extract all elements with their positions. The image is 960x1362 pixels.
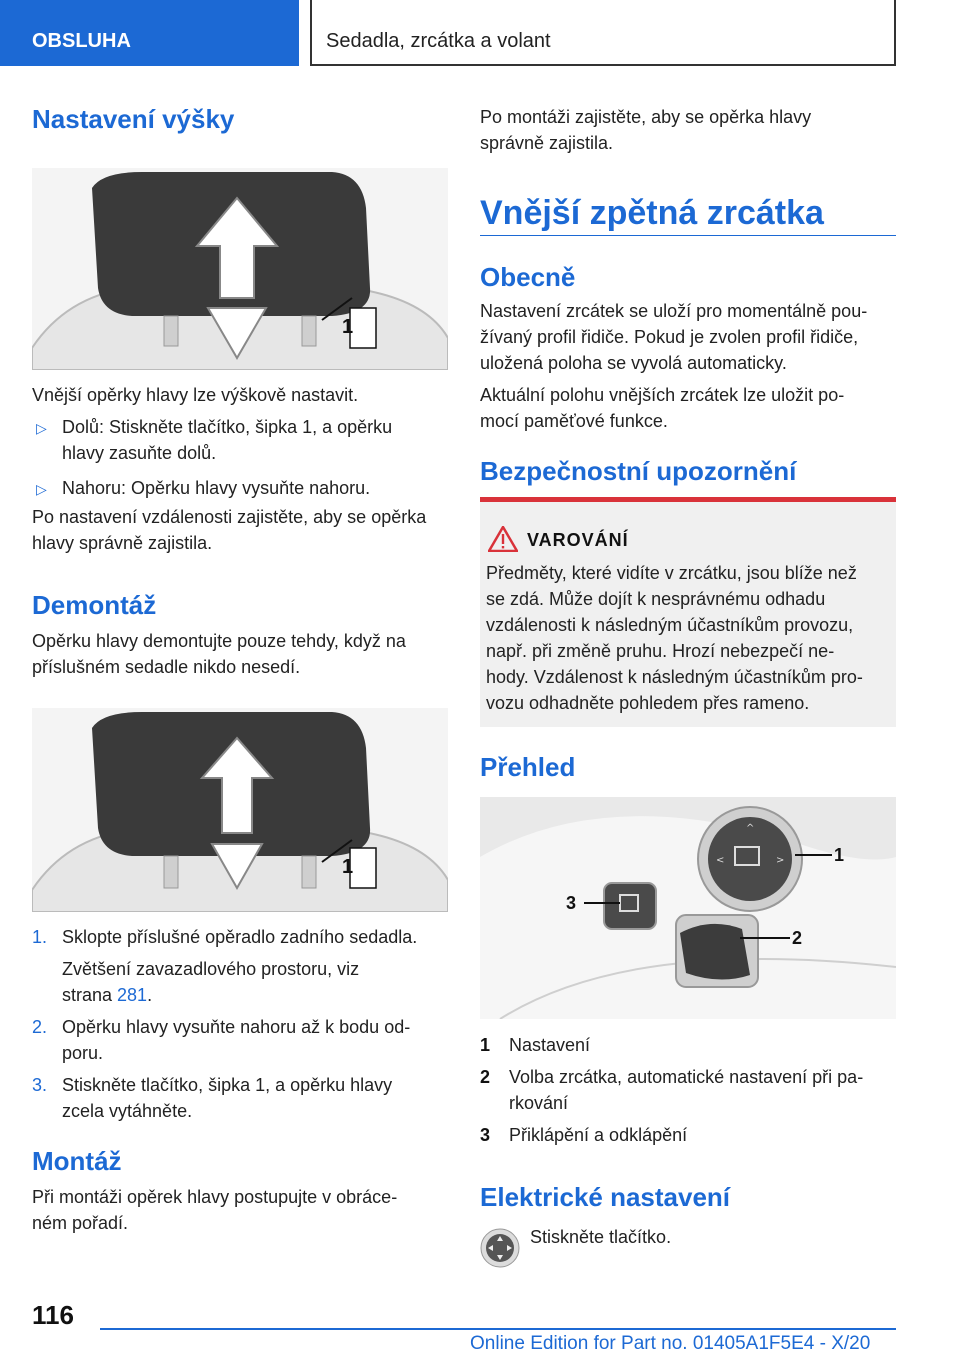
warning-line5: hody. Vzdálenost k následným účastníkům pro- [486, 667, 863, 687]
legend-2-line2: rkování [509, 1093, 569, 1113]
warning-triangle-icon [488, 526, 518, 552]
heading-vnejsi-zrcatka: Vnější zpětná zrcátka [480, 194, 824, 232]
legend-number: 3 [480, 1125, 491, 1145]
step-2-line1: Opěrku hlavy vysuňte nahoru až k bodu od- [62, 1017, 411, 1037]
bullet-up: Nahoru: Opěrku hlavy vysuňte nahoru. [62, 478, 371, 498]
footer-edition: Online Edition for Part no. 01405A1F5E4 - X/20 [470, 1333, 871, 1354]
warning-line6: vozu odhadněte pohledem přes rameno. [486, 693, 810, 713]
figure-label-2: 2 [792, 928, 803, 948]
paragraph-obecne-line1: Nastavení zrcátek se uloží pro momentálně pou- [480, 301, 868, 321]
warning-line2: se zdá. Může dojít k nesprávnému odhadu [486, 589, 826, 609]
step-number: 2. [32, 1017, 48, 1037]
warning-line1: Předměty, které vidíte v zrcátku, jsou blíže než [486, 563, 857, 583]
step-1-sub-prefix: strana [62, 985, 118, 1005]
headrest-illustration-2 [32, 708, 448, 912]
heading-nastaveni-vysky: Nastavení výšky [32, 104, 235, 134]
paragraph-montaz-line2: ném pořadí. [32, 1213, 129, 1233]
svg-text:>: > [776, 855, 785, 866]
paragraph-top-line1: Po montáži zajistěte, aby se opěrka hlavy [480, 107, 812, 127]
heading-bezpecnost: Bezpečnostní upozornění [480, 456, 797, 486]
footer-rule [100, 1328, 896, 1330]
paragraph-demontaz-line1: Opěrku hlavy demontujte pouze tehdy, když na [32, 631, 406, 651]
bullet-marker: ▷ [36, 420, 47, 436]
paragraph-obecne-line2: žívaný profil řidiče. Pokud je zvolen profil řidiče, [480, 327, 859, 347]
heading-obecne: Obecně [480, 262, 576, 292]
legend-number: 1 [480, 1035, 491, 1055]
step-number: 3. [32, 1075, 48, 1095]
paragraph-obecne2-line1: Aktuální polohu vnějších zrcátek lze uložit po- [480, 385, 845, 405]
legend-3-text: Přiklápění a odklápění [509, 1125, 688, 1145]
mirror-controls-figure [480, 797, 896, 1019]
warning-box [480, 497, 896, 727]
step-3-line1: Stiskněte tlačítko, šipka 1, a opěrku hlavy [62, 1075, 393, 1095]
step-2-line2: poru. [62, 1043, 104, 1063]
bullet-down-line2: hlavy zasuňte dolů. [62, 443, 217, 463]
bullet-down-line1: Dolů: Stiskněte tlačítko, šipka 1, a opěrku [62, 417, 393, 437]
section-title: Sedadla, zrcátka a volant [310, 0, 896, 66]
figure-label-1: 1 [342, 856, 354, 878]
paragraph-after-line1: Po nastavení vzdálenosti zajistěte, aby se opěrka [32, 507, 427, 527]
step-3-line2: zcela vytáhněte. [62, 1101, 193, 1121]
paragraph-obecne2-line2: mocí paměťové funkce. [480, 411, 668, 431]
paragraph-elektricke: Stiskněte tlačítko. [530, 1227, 672, 1247]
mirror-adjust-button-icon [480, 1228, 520, 1268]
chapter-tab: OBSLUHA [0, 0, 299, 66]
legend-number: 2 [480, 1067, 491, 1087]
page-number: 116 [32, 1300, 74, 1330]
figure-label-3: 3 [566, 893, 577, 913]
paragraph-height: Vnější opěrky hlavy lze výškově nastavit. [32, 385, 359, 405]
bullet-marker: ▷ [36, 481, 47, 497]
figure-label-1: 1 [342, 316, 354, 338]
svg-text:<: < [716, 855, 725, 866]
step-1-text: Sklopte příslušné opěradlo zadního sedadla. [62, 927, 418, 947]
legend-2-line1: Volba zrcátka, automatické nastavení při pa- [509, 1067, 864, 1087]
heading-elektricke: Elektrické nastavení [480, 1182, 731, 1212]
figure-label-1: 1 [834, 845, 845, 865]
step-1-sub-line1: Zvětšení zavazadlového prostoru, viz [62, 959, 360, 979]
step-number: 1. [32, 927, 48, 947]
paragraph-after-line2: hlavy správně zajistila. [32, 533, 213, 553]
mirror-control-illustration [480, 797, 896, 1019]
heading-prehled: Přehled [480, 752, 576, 782]
paragraph-demontaz-line2: příslušném sedadle nikdo nesedí. [32, 657, 301, 677]
step-1-sub-suffix: . [147, 985, 153, 1005]
heading-rule [480, 235, 896, 236]
paragraph-montaz-line1: Při montáži opěrek hlavy postupujte v obráce- [32, 1187, 398, 1207]
warning-title: VAROVÁNÍ [527, 530, 629, 550]
paragraph-top-line2: správně zajistila. [480, 133, 614, 153]
headrest-figure-2 [32, 708, 448, 912]
warning-line3: vzdálenosti k následným účastníkům provozu, [486, 615, 854, 635]
heading-montaz: Montáž [32, 1146, 122, 1176]
legend-1-text: Nastavení [509, 1035, 591, 1055]
heading-demontaz: Demontáž [32, 590, 157, 620]
headrest-illustration-1 [32, 168, 448, 370]
paragraph-obecne-line3: uložená poloha se vyvolá automaticky. [480, 353, 787, 373]
svg-text:^: ^ [746, 823, 755, 834]
page-link-281[interactable]: 281 [117, 985, 148, 1005]
warning-line4: např. při změně pruhu. Hrozí nebezpečí ne- [486, 641, 835, 661]
step-1-sub-line2 [62, 982, 448, 1008]
headrest-figure-1 [32, 168, 448, 370]
